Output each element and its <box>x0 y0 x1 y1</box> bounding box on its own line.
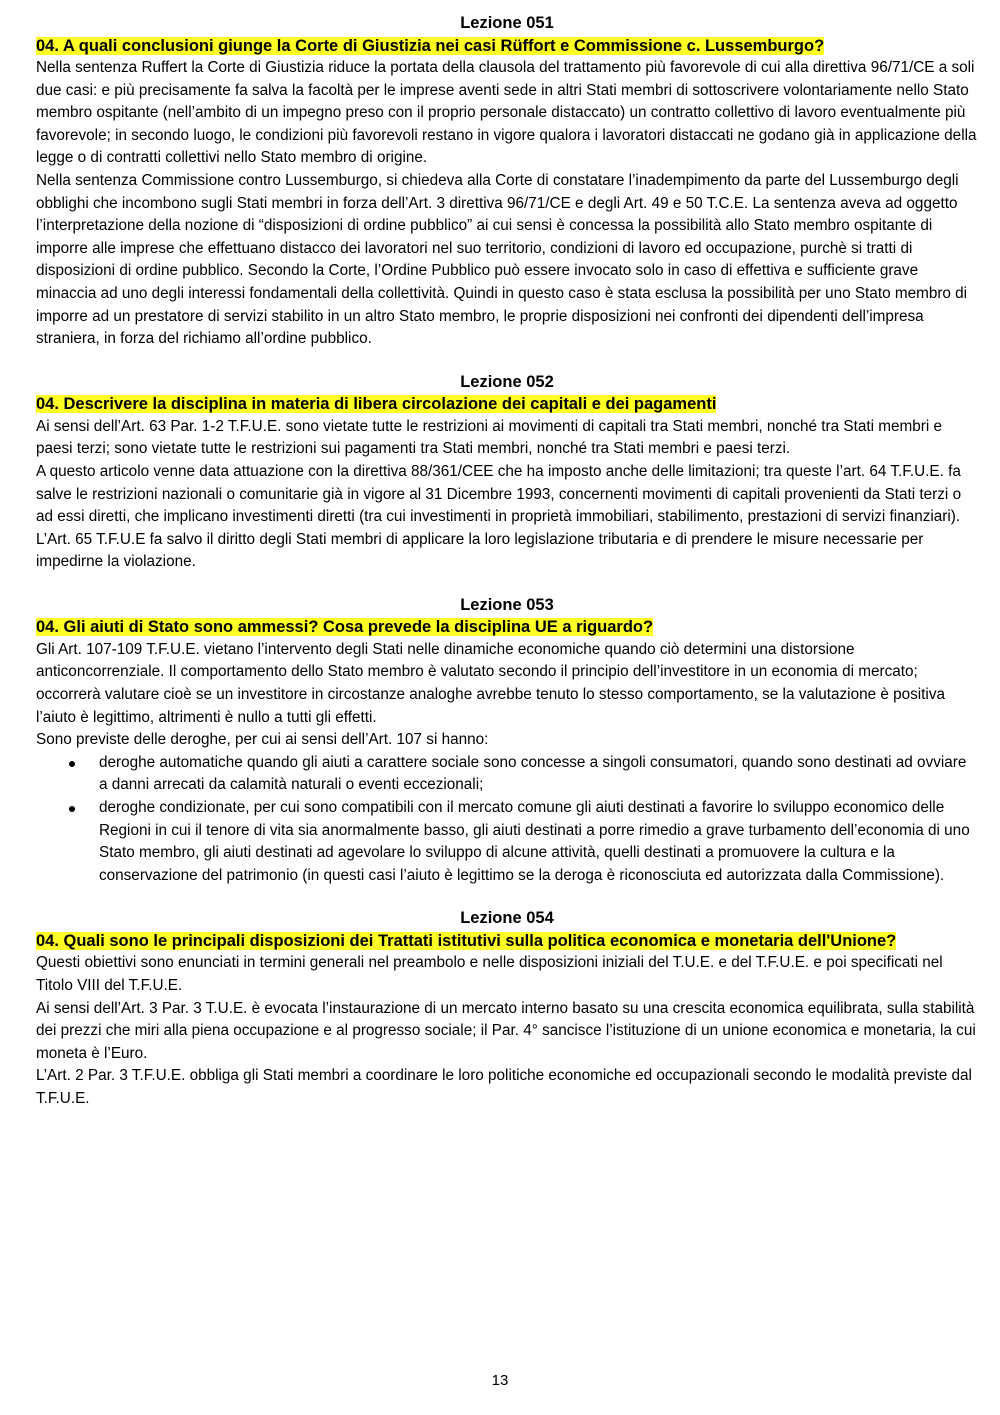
list-item: deroghe automatiche quando gli aiuti a carattere sociale sono concesse a singoli consumatori, quando sono destinati ad ovviare a danni arrecati da calamità naturali o eventi eccezionali; <box>99 752 978 797</box>
answer-paragraph: Nella sentenza Ruffert la Corte di Giustizia riduce la portata della clausola del trattamento più favorevole di cui alla direttiva 96/71/CE a soli due casi: e più precisamente fa salva la facoltà per le imprese aventi sede in altri Stati membri di sottoscrivere volontariamente nello Stato membro ospitante (nell’ambito di un impegno preso con il proprio personale distaccato) un contratto collettivo di lavoro eventualmente più favorevole; in secondo luogo, le condizioni più favorevoli restano in vigore qualora i lavoratori distaccati ne godano già in applicazione della legge o di contratti collettivi nello Stato membro di origine. <box>36 59 977 167</box>
question-heading <box>36 616 978 639</box>
page-number: 13 <box>491 1372 509 1389</box>
list-item: deroghe condizionate, per cui sono compatibili con il mercato comune gli aiuti destinati a favorire lo sviluppo economico delle Regioni in cui il tenore di vita sia anormalmente basso, gli aiuti destinati a porre rimedio a grave turbamento dell’economia di uno Stato membro, gli aiuti destinati ad agevolare lo sviluppo di alcune attività, quelli destinati a promuovere la cultura e la conservazione del patrimonio (in questi casi l’aiuto è legittimo se la deroga è riconosciuta ed autorizzata dalla Commissione). <box>99 797 978 887</box>
lesson-heading: Lezione 051 <box>460 14 554 32</box>
lesson-heading: Lezione 054 <box>460 909 554 928</box>
question-heading <box>36 35 978 58</box>
highlighted-question: 04. Gli aiuti di Stato sono ammessi? Cosa prevede la disciplina UE a riguardo? <box>36 618 654 637</box>
derogations-list <box>36 752 978 888</box>
question-heading <box>36 930 978 953</box>
lesson-heading: Lezione 053 <box>460 595 554 614</box>
answer-paragraph: Sono previste delle deroghe, per cui ai sensi dell’Art. 107 si hanno: <box>36 731 489 749</box>
highlighted-question: 04. Quali sono le principali disposizioni dei Trattati istitutivi sulla politica economica e monetaria dell'Unione? <box>36 931 897 950</box>
answer-paragraph: Ai sensi dell’Art. 3 Par. 3 T.U.E. è evocata l’instaurazione di un mercato interno basato su una crescita economica equilibrata, sulla stabilità dei prezzi che miri alla piena occupazione e al progresso sociale; il Par. 4° sancisce l’istituzione di un unione economica e monetaria, la cui moneta è l’Euro. <box>36 999 976 1062</box>
answer-paragraph: A questo articolo venne data attuazione con la direttiva 88/361/CEE che ha imposto anche delle limitazioni; tra queste l’art. 64 T.F.U.E. fa salve le restrizioni nazionali o comunitarie già in vigore al 31 Dicembre 1993, concernenti movimenti di capitali provenienti da Stati terzi o ad essi diretti, che implicano investimenti diretti (tra cui investimenti in proprietà immobiliari, stabilimento, prestazioni di servizi finanziari). <box>36 462 962 526</box>
document-page <box>36 12 978 1131</box>
answer-paragraph: L’Art. 2 Par. 3 T.F.U.E. obbliga gli Stati membri a coordinare le loro politiche economiche ed occupazionali secondo le modalità previste dal T.F.U.E. <box>36 1067 972 1107</box>
lesson-section-054 <box>36 907 978 1110</box>
question-heading <box>36 393 978 416</box>
highlighted-question: 04. Descrivere la disciplina in materia di libera circolazione dei capitali e dei pagamenti <box>36 395 717 414</box>
answer-paragraph: L’Art. 65 T.F.U.E fa salvo il diritto degli Stati membri di applicare la loro legislazione tributaria e di prendere le misure necessarie per impedirne la violazione. <box>36 530 924 571</box>
lesson-heading: Lezione 052 <box>460 372 554 391</box>
answer-paragraph: Ai sensi dell’Art. 63 Par. 1-2 T.F.U.E. sono vietate tutte le restrizioni ai movimenti di capitali tra Stati membri, nonché tra Stati membri e paesi terzi; sono vietate tutte le restrizioni sui pagamenti tra Stati membri, nonché tra Stati membri e paesi terzi. <box>36 417 943 458</box>
lesson-section-052 <box>36 371 978 574</box>
answer-paragraph: Nella sentenza Commissione contro Lussemburgo, si chiedeva alla Corte di constatare l’inadempimento da parte del Lussemburgo degli obblighi che incombono sugli Stati membri in forza dell’Art. 3 direttiva 96/71/CE e degli Art. 49 e 50 T.C.E. La sentenza aveva ad oggetto l’interpretazione della nozione di “disposizioni di ordine pubblico” ai cui sensi è concessa la possibilità allo Stato membro ospitante di imporre alle imprese che effettuano distacco dei lavoratori nel suo territorio, condizioni di lavoro ed occupazione, purchè si tratti di disposizioni di ordine pubblico. Secondo la Corte, l’Ordine Pubblico può essere invocato solo in caso di effettiva e sufficiente grave minaccia ad uno degli interessi fondamentali della collettività. Quindi in questo caso è stata esclusa la possibilità per uno Stato membro di imporre ad un prestatore di servizi stabilito in un altro Stato membro, le proprie disposizioni nei confronti dei dipendenti dell’impresa straniera, in forza del richiamo all’ordine pubblico. <box>36 171 968 348</box>
answer-paragraph: Questi obiettivi sono enunciati in termini generali nel preambolo e nelle disposizioni iniziali del T.U.E. e del T.F.U.E. e poi specificati nel Titolo VIII del T.F.U.E. <box>36 954 943 994</box>
highlighted-question: 04. A quali conclusioni giunge la Corte di Giustizia nei casi Rüffort e Commissione c. Lussemburgo? <box>36 36 825 55</box>
lesson-section-051 <box>36 12 978 351</box>
lesson-section-053 <box>36 594 978 888</box>
answer-paragraph: Gli Art. 107-109 T.F.U.E. vietano l’intervento degli Stati nelle dinamiche economiche quando ciò determini una distorsione anticoncorrenziale. Il comportamento dello Stato membro è valutato secondo il principio dell’investitore in un economia di mercato; occorrerà valutare cioè se un investitore in circostanze analoghe avrebbe tenuto lo stesso comportamento, se la valutazione è positiva l’aiuto è legittimo, altrimenti è nullo a tutti gli effetti. <box>36 640 945 726</box>
